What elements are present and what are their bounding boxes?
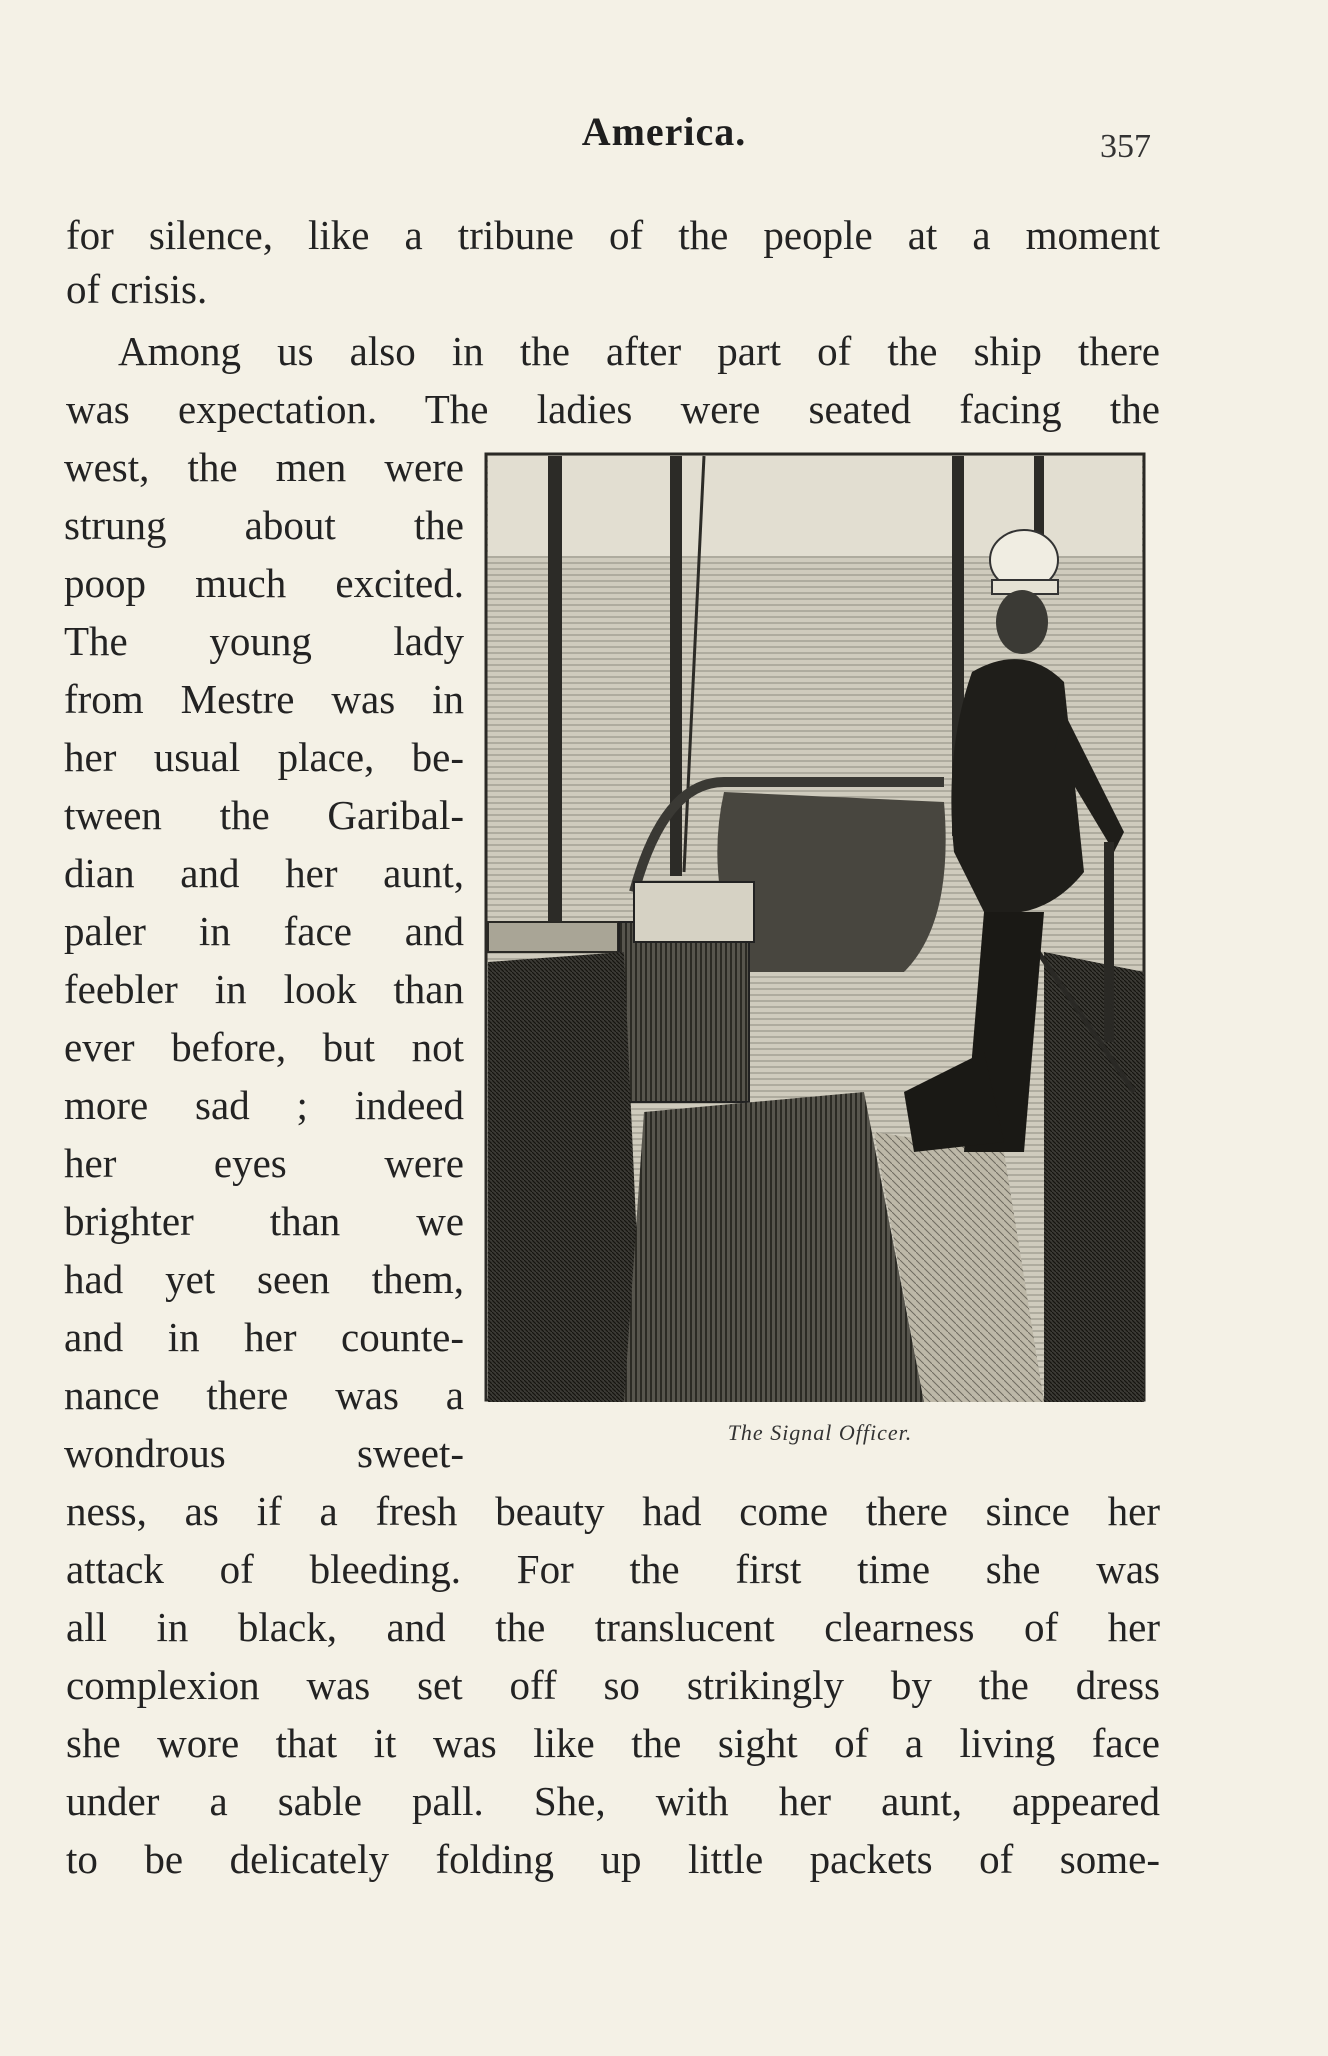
body-line: she wore that it was like the sight of a living face xyxy=(66,1720,1160,1766)
body-line: under a sable pall. She, with her aunt, appeared xyxy=(66,1778,1160,1824)
wrap-line: poop much excited. xyxy=(64,560,464,606)
body-line: to be delicately folding up little packets of some- xyxy=(66,1836,1160,1882)
wrap-line: wondrous sweet- xyxy=(64,1430,464,1476)
body-line: all in black, and the translucent clearness of her xyxy=(66,1604,1160,1650)
body-line: of crisis. xyxy=(66,266,208,312)
illustration-signal-officer xyxy=(484,452,1146,1402)
wrap-line: had yet seen them, xyxy=(64,1256,464,1302)
wrap-line: feebler in look than xyxy=(64,966,464,1012)
wrap-line: strung about the xyxy=(64,502,464,548)
body-line: ness, as if a fresh beauty had come there since her xyxy=(66,1488,1160,1534)
wrap-line: her usual place, be- xyxy=(64,734,464,780)
engraving xyxy=(484,452,1146,1402)
wrap-line: more sad ; indeed xyxy=(64,1082,464,1128)
body-line: for silence, like a tribune of the people at a moment xyxy=(66,212,1160,258)
wrap-line: and in her counte- xyxy=(64,1314,464,1360)
figure-caption: The Signal Officer. xyxy=(727,1420,913,1445)
wrap-line: nance there was a xyxy=(64,1372,464,1418)
wrap-line: her eyes were xyxy=(64,1140,464,1186)
body-line: was expectation. The ladies were seated facing the xyxy=(66,386,1160,432)
wrap-line: tween the Garibal- xyxy=(64,792,464,838)
wrap-line: from Mestre was in xyxy=(64,676,464,722)
body-line: complexion was set off so strikingly by the dress xyxy=(66,1662,1160,1708)
body-line: Among us also in the after part of the ship there xyxy=(118,328,1160,374)
wrap-line: The young lady xyxy=(64,618,464,664)
wrap-line: west, the men were xyxy=(64,444,464,490)
body-line: attack of bleeding. For the first time she was xyxy=(66,1546,1160,1592)
wrap-line: dian and her aunt, xyxy=(64,850,464,896)
wrap-line: brighter than we xyxy=(64,1198,464,1244)
wrap-line: ever before, but not xyxy=(64,1024,464,1070)
wrap-line: paler in face and xyxy=(64,908,464,954)
page-number: 357 xyxy=(1100,128,1151,165)
running-head: America. xyxy=(581,109,747,154)
